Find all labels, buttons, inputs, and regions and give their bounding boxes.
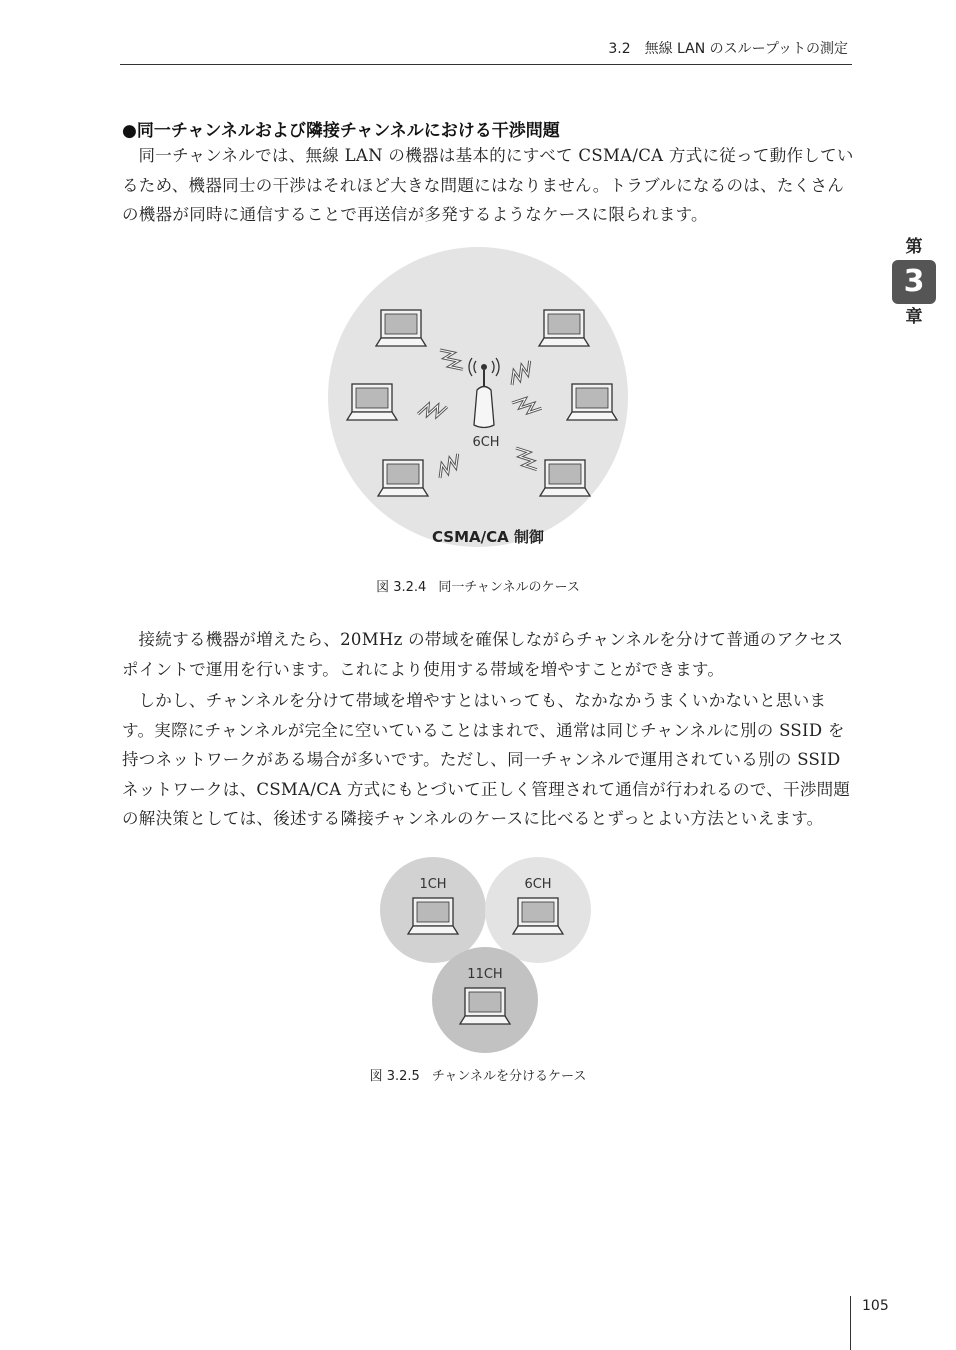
laptop-icon: [567, 384, 617, 420]
laptop-icon: [539, 310, 589, 346]
figure-caption-text: 同一チャンネルのケース: [438, 580, 580, 595]
section-heading: ●同一チャンネルおよび隣接チャンネルにおける干渉問題: [122, 121, 560, 141]
laptop-icon: [460, 988, 510, 1024]
laptop-icon: [378, 460, 428, 496]
figure-same-channel: [0, 0, 956, 600]
laptop-icon: [408, 898, 458, 934]
figure-separate-channels: [0, 850, 956, 1060]
paragraph-1: 同一チャンネルでは、無線 LAN の機器は基本的にすべて CSMA/CA 方式に従って動作しているため、機器同士の干渉はそれほど大きな問題にはなりません。トラブルになるのは、たくさんの機器が同時に通信することで再送信が多発するようなケースに限られます。: [122, 146, 854, 224]
csma-control-label: CSMA/CA 制御: [432, 528, 544, 546]
access-point-channel-label: 6CH: [472, 435, 500, 450]
running-header-title: 3.2 無線 LAN のスループットの測定: [608, 41, 848, 57]
laptop-icon: [513, 898, 563, 934]
chapter-number: 3: [892, 260, 936, 304]
page-number: 105: [862, 1298, 889, 1314]
figure-caption-2: [0, 1065, 956, 1084]
channel-label-1: 1CH: [419, 877, 447, 892]
chapter-suffix: 章: [905, 307, 923, 327]
laptop-icon: [376, 310, 426, 346]
paragraph-3: しかし、チャンネルを分けて帯域を増やすとはいっても、なかなかうまくいかないと思います。実際にチャンネルが完全に空いていることはまれで、通常は同じチャンネルに別の SSID を持つネットワークがある場合が多いです。ただし、同一チャンネルで運用されている別の SSID ネットワークは、CSMA/CA 方式にもとづいて正しく管理されて通信が行われるので、干渉問題の解決策としては、後述する隣接チャンネルのケースに比べるとずっとよい方法といえます。: [122, 691, 851, 828]
page-number-rule: [850, 1296, 851, 1350]
figure-number: 図 3.2.5: [369, 1069, 420, 1084]
figure-caption-1: [0, 576, 956, 595]
laptop-icon: [540, 460, 590, 496]
channel-label-6: 6CH: [524, 877, 552, 892]
paragraph-2: 接続する機器が増えたら、20MHz の帯域を確保しながらチャンネルを分けて普通のアクセスポイントで運用を行います。これにより使用する帯域を増やすことができます。: [122, 630, 844, 679]
figure-caption-text: チャンネルを分けるケース: [431, 1069, 587, 1084]
channel-label-11: 11CH: [467, 967, 503, 982]
figure-number: 図 3.2.4: [376, 580, 427, 595]
chapter-prefix: 第: [905, 237, 923, 257]
laptop-icon: [347, 384, 397, 420]
